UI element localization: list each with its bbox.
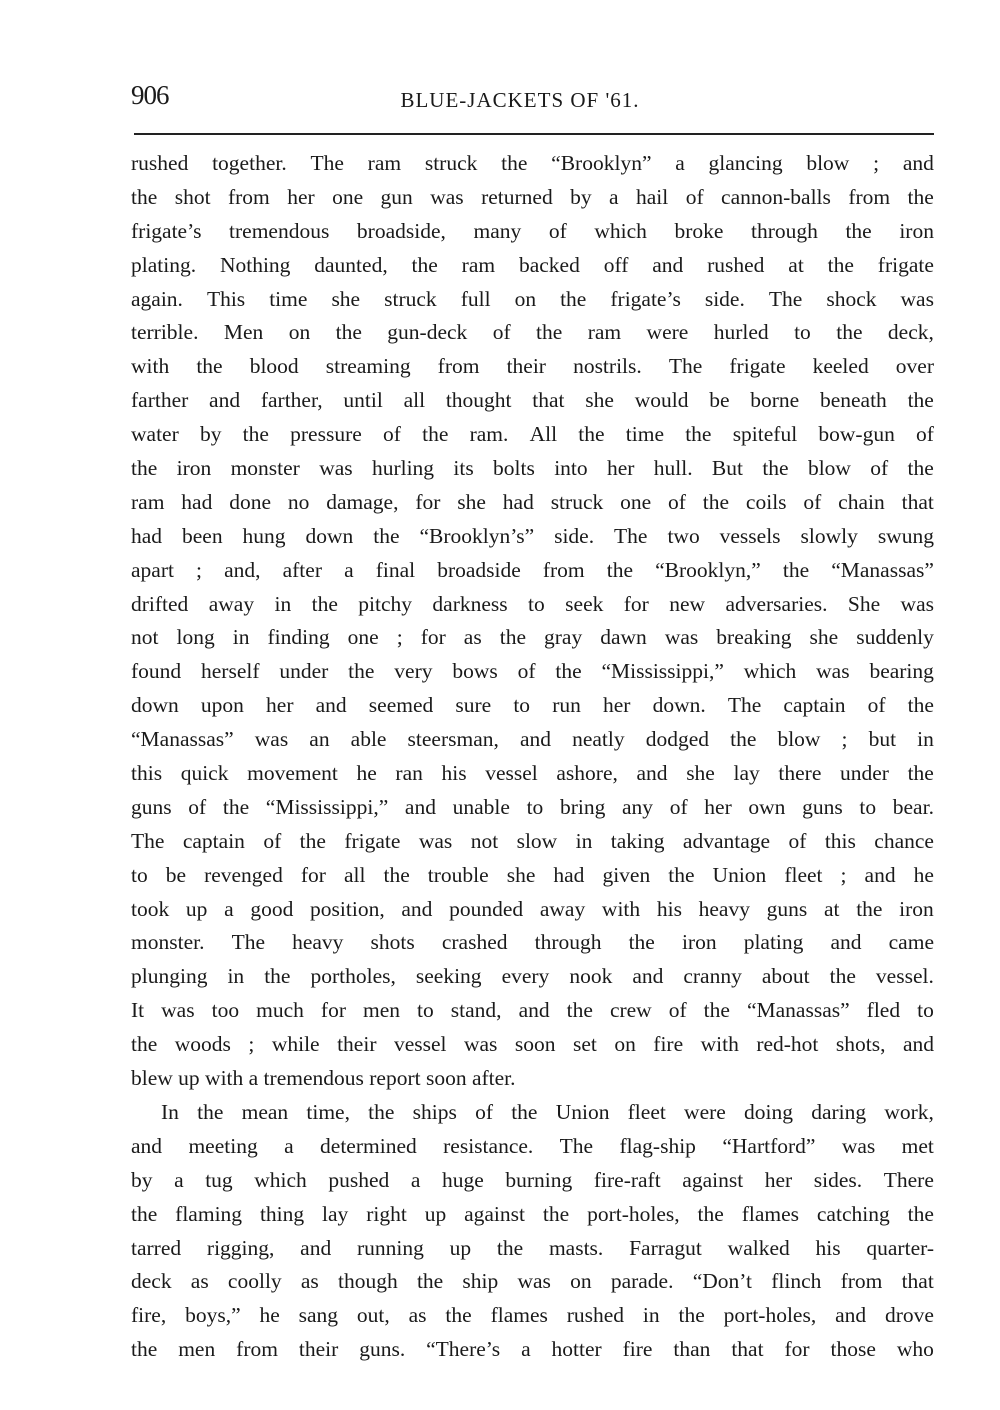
running-title: BLUE-JACKETS OF '61. xyxy=(400,88,640,112)
text-line: apart ; and, after a final broadside from the “Brooklyn,” the “Manassas” xyxy=(131,557,934,582)
text-line: the men from their guns. “There’s a hotter fire than that for those who xyxy=(131,1337,934,1362)
text-line: It was too much for men to stand, and the crew of the “Manassas” fled to xyxy=(131,998,934,1023)
text-line: The captain of the frigate was not slow in taking advantage of this chance xyxy=(131,828,934,853)
page-number: 906 xyxy=(131,80,169,110)
text-line: the iron monster was hurling its bolts into her hull. But the blow of the xyxy=(131,456,934,481)
text-line: the woods ; while their vessel was soon set on fire with red-hot shots, and xyxy=(131,1032,934,1057)
text-line: ram had done no damage, for she had struck one of the coils of chain that xyxy=(131,489,934,514)
text-line: fire, boys,” he sang out, as the flames rushed in the port-holes, and drove xyxy=(131,1303,934,1328)
text-line: the flaming thing lay right up against the port-holes, the flames catching the xyxy=(131,1201,934,1226)
text-line: and meeting a determined resistance. The flag-ship “Hartford” was met xyxy=(131,1133,934,1158)
text-line: In the mean time, the ships of the Union fleet were doing daring work, xyxy=(161,1099,934,1124)
text-line: plunging in the portholes, seeking every nook and cranny about the vessel. xyxy=(131,964,934,989)
body-text xyxy=(131,147,934,1367)
text-line: rushed together. The ram struck the “Brooklyn” a glancing blow ; and xyxy=(131,151,934,175)
text-line: again. This time she struck full on the frigate’s side. The shock was xyxy=(131,286,934,311)
text-line: deck as coolly as though the ship was on parade. “Don’t flinch from that xyxy=(131,1269,934,1294)
text-line: monster. The heavy shots crashed through the iron plating and came xyxy=(131,930,934,955)
text-line: “Manassas” was an able steersman, and neatly dodged the blow ; but in xyxy=(131,727,934,752)
text-line: down upon her and seemed sure to run her down. The captain of the xyxy=(131,693,934,718)
text-line: to be revenged for all the trouble she had given the Union fleet ; and he xyxy=(131,862,934,887)
text-line: drifted away in the pitchy darkness to seek for new adversaries. She was xyxy=(131,591,934,616)
paragraph-1 xyxy=(131,147,934,1096)
text-line: took up a good position, and pounded away with his heavy guns at the iron xyxy=(131,896,934,921)
text-line: blew up with a tremendous report soon after. xyxy=(131,1066,516,1091)
text-line: frigate’s tremendous broadside, many of which broke through the iron xyxy=(131,218,934,243)
text-line: terrible. Men on the gun-deck of the ram were hurled to the deck, xyxy=(131,320,934,345)
text-line: guns of the “Mississippi,” and unable to bring any of her own guns to bear. xyxy=(131,794,934,819)
text-line: with the blood streaming from their nostrils. The frigate keeled over xyxy=(131,354,934,379)
text-line: tarred rigging, and running up the masts. Farragut walked his quarter- xyxy=(131,1235,934,1260)
text-line: found herself under the very bows of the “Mississippi,” which was bearing xyxy=(131,659,934,684)
text-line: plating. Nothing daunted, the ram backed off and rushed at the frigate xyxy=(131,252,934,277)
text-line: the shot from her one gun was returned by a hail of cannon-balls from the xyxy=(131,184,934,209)
text-line: farther and farther, until all thought that she would be borne beneath the xyxy=(131,388,934,413)
text-line: not long in finding one ; for as the gray dawn was breaking she suddenly xyxy=(131,625,934,650)
paragraph-2 xyxy=(131,1096,934,1367)
text-line: this quick movement he ran his vessel ashore, and she lay there under the xyxy=(131,761,934,786)
text-line: by a tug which pushed a huge burning fire-raft against her sides. There xyxy=(131,1167,934,1192)
text-line: had been hung down the “Brooklyn’s” side. The two vessels slowly swung xyxy=(131,523,934,548)
text-line: water by the pressure of the ram. All the time the spiteful bow-gun of xyxy=(131,422,934,447)
header-rule xyxy=(134,133,934,135)
